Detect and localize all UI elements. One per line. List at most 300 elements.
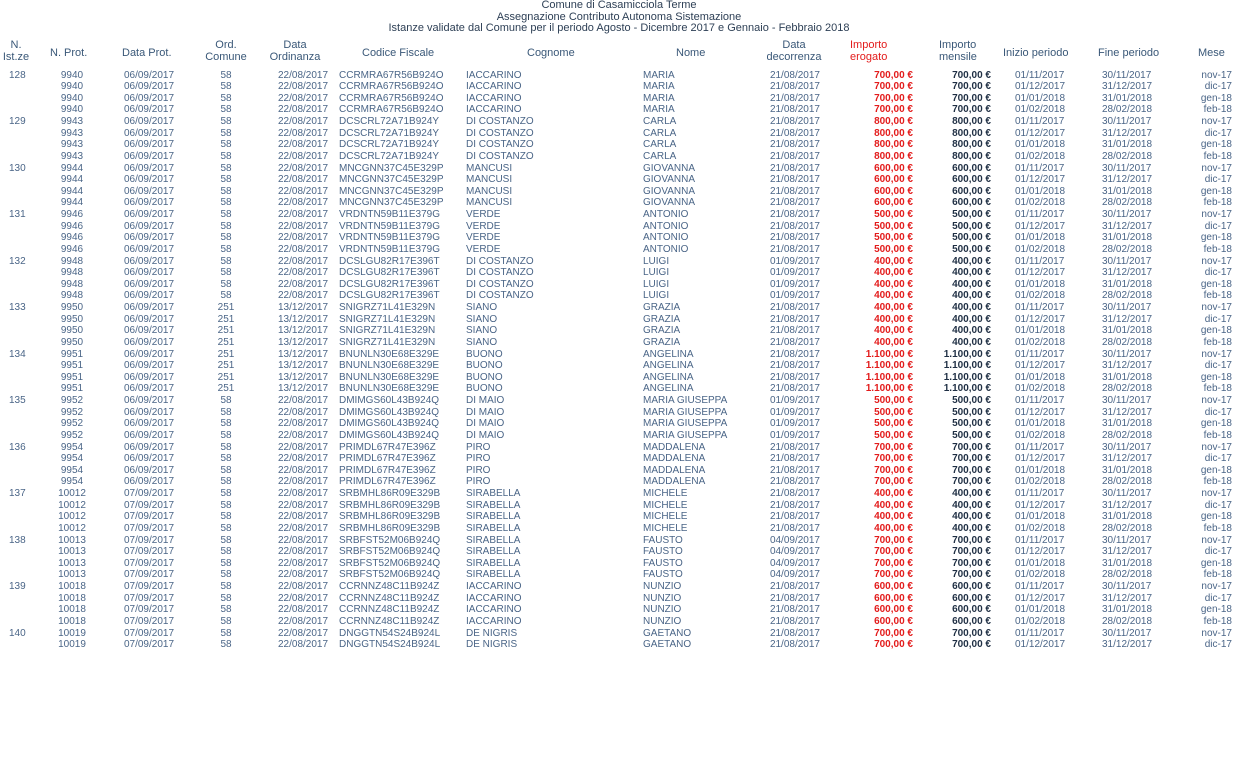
title-istanze: Istanze validate dal Comune per il periodo Agosto - Dicembre 2017 e Gennaio - Febbraio 2018 xyxy=(388,22,850,34)
cell-nome: ANTONIO xyxy=(643,243,689,255)
cell-inizio-periodo: 01/02/2018 xyxy=(1015,569,1066,581)
cell-cognome: DI COSTANZO xyxy=(466,150,534,162)
cell-importo-erogato: 400,00 € xyxy=(874,522,913,534)
cell-data-decorrenza: 21/08/2017 xyxy=(769,209,820,220)
header-data-decorrenza-line2: decorrenza xyxy=(766,51,822,63)
cell-ord-comune: 58 xyxy=(220,639,232,651)
cell-data-ordinanza: 22/08/2017 xyxy=(278,185,329,197)
cell-data-decorrenza: 21/08/2017 xyxy=(769,185,820,197)
cell-data-prot: 07/09/2017 xyxy=(123,557,175,569)
cell-nome: MARIA xyxy=(643,92,675,104)
cell-ord-comune: 58 xyxy=(220,499,232,511)
cell-data-prot: 07/09/2017 xyxy=(123,534,175,546)
cell-data-ordinanza: 22/08/2017 xyxy=(278,476,329,488)
cell-importo-erogato: 400,00 € xyxy=(874,255,913,267)
cell-fine-periodo: 30/11/2017 xyxy=(1102,162,1152,174)
cell-codice-fiscale: PRIMDL67R47E396Z xyxy=(339,464,436,476)
cell-data-decorrenza: 21/08/2017 xyxy=(769,92,820,104)
cell-codice-fiscale: SRBFST52M06B924Q xyxy=(339,557,441,569)
cell-codice-fiscale: SRBFST52M06B924Q xyxy=(339,569,441,581)
cell-fine-periodo: 30/11/2017 xyxy=(1102,69,1152,81)
table-row xyxy=(0,604,1238,616)
cell-codice-fiscale: CCRMRA67R56B924O xyxy=(339,104,444,116)
table-row xyxy=(0,628,1238,640)
cell-mese: feb-18 xyxy=(1203,476,1232,488)
header-n-istanze xyxy=(0,39,32,63)
cell-data-ordinanza: 22/08/2017 xyxy=(278,232,329,244)
cell-inizio-periodo: 01/11/2017 xyxy=(1015,162,1065,174)
cell-nome: GRAZIA xyxy=(643,313,681,325)
cell-cognome: VERDE xyxy=(466,209,501,220)
cell-fine-periodo: 31/12/2017 xyxy=(1102,546,1153,558)
cell-n-istanza: 132 xyxy=(9,255,26,267)
cell-nome: MICHELE xyxy=(643,511,688,523)
cell-data-decorrenza: 21/08/2017 xyxy=(769,360,820,372)
cell-importo-erogato: 400,00 € xyxy=(874,278,913,290)
cell-n-prot: 9943 xyxy=(60,116,84,127)
header-n-istanze-line2: Ist.ze xyxy=(2,51,30,63)
cell-inizio-periodo: 01/11/2017 xyxy=(1015,534,1065,546)
table-row xyxy=(0,151,1238,163)
cell-data-ordinanza: 22/08/2017 xyxy=(278,150,329,162)
cell-importo-erogato: 600,00 € xyxy=(874,185,913,197)
cell-importo-erogato: 400,00 € xyxy=(874,302,913,313)
cell-codice-fiscale: SNIGRZ71L41E329N xyxy=(339,325,436,337)
cell-nome: ANTONIO xyxy=(643,220,689,232)
cell-cognome: DI MAIO xyxy=(466,429,505,441)
cell-data-decorrenza: 21/08/2017 xyxy=(769,139,820,151)
cell-codice-fiscale: VRDNTN59B11E379G xyxy=(339,209,440,220)
cell-inizio-periodo: 01/02/2018 xyxy=(1015,383,1066,395)
cell-fine-periodo: 28/02/2018 xyxy=(1102,104,1153,116)
header-mese: Mese xyxy=(1198,47,1225,59)
cell-data-ordinanza: 13/12/2017 xyxy=(278,371,329,383)
cell-data-decorrenza: 21/08/2017 xyxy=(769,522,820,534)
table-row xyxy=(0,407,1238,419)
cell-n-istanza: 130 xyxy=(9,162,26,174)
cell-nome: GIOVANNA xyxy=(643,185,696,197)
cell-data-prot: 06/09/2017 xyxy=(123,395,175,406)
header-data-ordinanza-line2: Ordinanza xyxy=(269,51,321,63)
cell-importo-mensile: 400,00 € xyxy=(952,267,991,279)
cell-ord-comune: 251 xyxy=(217,313,235,325)
cell-mese: feb-18 xyxy=(1203,383,1232,395)
cell-ord-comune: 58 xyxy=(220,92,232,104)
table-row xyxy=(0,500,1238,512)
cell-n-prot: 9954 xyxy=(60,464,84,476)
cell-data-prot: 06/09/2017 xyxy=(123,267,175,279)
cell-cognome: VERDE xyxy=(466,220,501,232)
cell-n-prot: 10018 xyxy=(58,604,86,616)
cell-ord-comune: 58 xyxy=(220,406,232,418)
cell-codice-fiscale: MNCGNN37C45E329P xyxy=(339,197,444,209)
header-inizio-periodo: Inizio periodo xyxy=(1003,47,1069,59)
cell-nome: MICHELE xyxy=(643,522,688,534)
cell-importo-erogato: 600,00 € xyxy=(874,592,913,604)
cell-codice-fiscale: DCSLGU82R17E396T xyxy=(339,278,440,290)
cell-fine-periodo: 31/01/2018 xyxy=(1102,278,1153,290)
cell-inizio-periodo: 01/02/2018 xyxy=(1015,336,1066,348)
cell-importo-erogato: 600,00 € xyxy=(874,615,913,627)
cell-ord-comune: 58 xyxy=(220,569,232,581)
cell-mese: dic-17 xyxy=(1204,453,1232,465)
cell-n-prot: 10018 xyxy=(58,615,86,627)
cell-data-decorrenza: 01/09/2017 xyxy=(769,255,820,267)
cell-nome: MARIA xyxy=(643,104,675,116)
cell-cognome: IACCARINO xyxy=(466,69,522,81)
cell-codice-fiscale: PRIMDL67R47E396Z xyxy=(339,453,436,465)
cell-codice-fiscale: SRBMHL86R09E329B xyxy=(339,488,441,499)
cell-fine-periodo: 28/02/2018 xyxy=(1102,615,1153,627)
cell-data-prot: 07/09/2017 xyxy=(123,569,175,581)
cell-data-prot: 06/09/2017 xyxy=(123,209,175,220)
table-row xyxy=(0,418,1238,430)
cell-fine-periodo: 28/02/2018 xyxy=(1102,522,1153,534)
cell-data-ordinanza: 22/08/2017 xyxy=(278,174,329,186)
cell-data-ordinanza: 22/08/2017 xyxy=(278,267,329,279)
cell-importo-erogato: 600,00 € xyxy=(874,604,913,616)
table-row xyxy=(0,360,1238,372)
cell-codice-fiscale: MNCGNN37C45E329P xyxy=(339,185,444,197)
cell-mese: nov-17 xyxy=(1201,116,1232,127)
cell-data-ordinanza: 13/12/2017 xyxy=(278,348,329,360)
cell-inizio-periodo: 01/11/2017 xyxy=(1015,627,1065,639)
cell-data-decorrenza: 21/08/2017 xyxy=(769,383,820,395)
cell-mese: gen-18 xyxy=(1200,464,1232,476)
cell-n-prot: 9952 xyxy=(60,418,84,430)
cell-mese: feb-18 xyxy=(1203,104,1232,116)
table-row xyxy=(0,256,1238,268)
title-comune: Comune di Casamicciola Terme xyxy=(541,0,697,11)
cell-ord-comune: 58 xyxy=(220,464,232,476)
cell-nome: LUIGI xyxy=(643,255,670,267)
cell-data-ordinanza: 22/08/2017 xyxy=(278,604,329,616)
cell-importo-mensile: 700,00 € xyxy=(952,569,991,581)
cell-importo-erogato: 1.100,00 € xyxy=(865,360,913,372)
cell-data-decorrenza: 21/08/2017 xyxy=(769,104,820,116)
cell-ord-comune: 58 xyxy=(220,209,232,220)
cell-data-ordinanza: 13/12/2017 xyxy=(278,336,329,348)
cell-inizio-periodo: 01/01/2018 xyxy=(1015,511,1066,523)
cell-codice-fiscale: VRDNTN59B11E379G xyxy=(339,243,440,255)
cell-ord-comune: 58 xyxy=(220,185,232,197)
cell-inizio-periodo: 01/02/2018 xyxy=(1015,104,1066,116)
cell-nome: GIOVANNA xyxy=(643,162,696,174)
cell-n-istanza: 129 xyxy=(9,116,26,127)
cell-cognome: BUONO xyxy=(466,360,503,372)
cell-ord-comune: 58 xyxy=(220,522,232,534)
table-row xyxy=(0,349,1238,361)
cell-n-prot: 9948 xyxy=(60,290,84,302)
cell-data-ordinanza: 22/08/2017 xyxy=(278,546,329,558)
cell-codice-fiscale: SRBMHL86R09E329B xyxy=(339,522,441,534)
cell-codice-fiscale: DCSLGU82R17E396T xyxy=(339,290,440,302)
cell-data-decorrenza: 21/08/2017 xyxy=(769,162,820,174)
cell-ord-comune: 58 xyxy=(220,197,232,209)
cell-nome: GRAZIA xyxy=(643,336,681,348)
cell-data-decorrenza: 21/08/2017 xyxy=(769,371,820,383)
cell-mese: dic-17 xyxy=(1204,174,1232,186)
cell-importo-mensile: 700,00 € xyxy=(952,627,991,639)
cell-n-prot: 9948 xyxy=(60,255,84,267)
cell-fine-periodo: 31/12/2017 xyxy=(1102,453,1153,465)
cell-n-prot: 9950 xyxy=(60,336,84,348)
cell-importo-mensile: 600,00 € xyxy=(952,592,991,604)
table-row xyxy=(0,116,1238,128)
cell-data-decorrenza: 21/08/2017 xyxy=(769,453,820,465)
cell-codice-fiscale: BNUNLN30E68E329E xyxy=(339,360,440,372)
cell-ord-comune: 251 xyxy=(217,302,235,313)
cell-codice-fiscale: SRBMHL86R09E329B xyxy=(339,511,441,523)
cell-importo-erogato: 400,00 € xyxy=(874,499,913,511)
cell-cognome: DI COSTANZO xyxy=(466,267,534,279)
cell-codice-fiscale: SNIGRZ71L41E329N xyxy=(339,313,436,325)
cell-fine-periodo: 30/11/2017 xyxy=(1102,488,1152,499)
cell-cognome: DI COSTANZO xyxy=(466,278,534,290)
cell-ord-comune: 58 xyxy=(220,162,232,174)
header-data-decorrenza xyxy=(760,39,828,63)
cell-data-prot: 06/09/2017 xyxy=(123,371,175,383)
cell-ord-comune: 58 xyxy=(220,104,232,116)
cell-nome: MADDALENA xyxy=(643,476,706,488)
cell-data-decorrenza: 01/09/2017 xyxy=(769,290,820,302)
cell-data-ordinanza: 22/08/2017 xyxy=(278,104,329,116)
cell-importo-mensile: 800,00 € xyxy=(952,150,991,162)
cell-data-ordinanza: 22/08/2017 xyxy=(278,557,329,569)
cell-data-ordinanza: 22/08/2017 xyxy=(278,441,329,453)
cell-cognome: SIRABELLA xyxy=(466,569,521,581)
cell-nome: GIOVANNA xyxy=(643,197,696,209)
cell-importo-erogato: 400,00 € xyxy=(874,290,913,302)
cell-nome: MADDALENA xyxy=(643,441,706,453)
cell-n-istanza: 128 xyxy=(9,69,26,81)
cell-importo-erogato: 700,00 € xyxy=(874,104,913,116)
header-data-ordinanza-line1: Data xyxy=(283,39,307,51)
cell-importo-mensile: 600,00 € xyxy=(952,162,991,174)
cell-fine-periodo: 28/02/2018 xyxy=(1102,243,1153,255)
cell-cognome: IACCARINO xyxy=(466,604,522,616)
cell-importo-mensile: 700,00 € xyxy=(952,546,991,558)
cell-codice-fiscale: DMIMGS60L43B924Q xyxy=(339,429,440,441)
cell-importo-mensile: 700,00 € xyxy=(952,557,991,569)
header-importo-mensile xyxy=(939,39,977,63)
cell-nome: MARIA GIUSEPPA xyxy=(643,406,728,418)
cell-fine-periodo: 30/11/2017 xyxy=(1102,441,1152,453)
cell-importo-erogato: 600,00 € xyxy=(874,197,913,209)
cell-cognome: SIANO xyxy=(466,325,498,337)
cell-cognome: SIRABELLA xyxy=(466,546,521,558)
cell-data-ordinanza: 22/08/2017 xyxy=(278,453,329,465)
cell-inizio-periodo: 01/11/2017 xyxy=(1015,441,1065,453)
table-row xyxy=(0,81,1238,93)
cell-data-decorrenza: 21/08/2017 xyxy=(769,336,820,348)
cell-mese: nov-17 xyxy=(1201,209,1232,220)
cell-data-ordinanza: 13/12/2017 xyxy=(278,325,329,337)
cell-data-prot: 06/09/2017 xyxy=(123,243,175,255)
cell-n-istanza: 139 xyxy=(9,581,26,592)
cell-nome: NUNZIO xyxy=(643,581,682,592)
cell-importo-mensile: 700,00 € xyxy=(952,441,991,453)
cell-importo-erogato: 700,00 € xyxy=(874,627,913,639)
cell-codice-fiscale: CCRNNZ48C11B924Z xyxy=(339,581,440,592)
cell-data-prot: 06/09/2017 xyxy=(123,302,175,313)
header-fine-periodo: Fine periodo xyxy=(1098,47,1160,59)
cell-data-ordinanza: 22/08/2017 xyxy=(278,162,329,174)
table-row xyxy=(0,558,1238,570)
cell-data-prot: 06/09/2017 xyxy=(123,255,175,267)
cell-data-ordinanza: 22/08/2017 xyxy=(278,92,329,104)
cell-data-prot: 06/09/2017 xyxy=(123,116,175,127)
cell-data-decorrenza: 21/08/2017 xyxy=(769,174,820,186)
cell-fine-periodo: 30/11/2017 xyxy=(1102,116,1152,127)
cell-fine-periodo: 30/11/2017 xyxy=(1102,395,1152,406)
cell-codice-fiscale: CCRNNZ48C11B924Z xyxy=(339,592,440,604)
cell-inizio-periodo: 01/11/2017 xyxy=(1015,255,1065,267)
cell-fine-periodo: 31/01/2018 xyxy=(1102,511,1153,523)
cell-mese: dic-17 xyxy=(1204,81,1232,93)
cell-n-prot: 9951 xyxy=(60,360,84,372)
cell-cognome: BUONO xyxy=(466,383,503,395)
cell-data-decorrenza: 01/09/2017 xyxy=(769,429,820,441)
cell-fine-periodo: 31/01/2018 xyxy=(1102,604,1153,616)
cell-importo-mensile: 500,00 € xyxy=(952,232,991,244)
cell-importo-mensile: 500,00 € xyxy=(952,429,991,441)
cell-inizio-periodo: 01/11/2017 xyxy=(1015,488,1065,499)
cell-data-decorrenza: 21/08/2017 xyxy=(769,127,820,139)
cell-n-prot: 9946 xyxy=(60,209,84,220)
cell-n-prot: 9943 xyxy=(60,127,84,139)
cell-importo-erogato: 800,00 € xyxy=(874,127,913,139)
cell-mese: nov-17 xyxy=(1201,302,1232,313)
cell-n-prot: 9952 xyxy=(60,395,84,406)
cell-data-ordinanza: 22/08/2017 xyxy=(278,569,329,581)
cell-ord-comune: 251 xyxy=(217,383,235,395)
cell-inizio-periodo: 01/11/2017 xyxy=(1015,395,1065,406)
cell-data-prot: 07/09/2017 xyxy=(123,522,175,534)
cell-data-ordinanza: 22/08/2017 xyxy=(278,418,329,430)
cell-codice-fiscale: MNCGNN37C45E329P xyxy=(339,162,444,174)
cell-data-prot: 06/09/2017 xyxy=(123,336,175,348)
cell-nome: MADDALENA xyxy=(643,453,706,465)
cell-importo-erogato: 400,00 € xyxy=(874,336,913,348)
cell-fine-periodo: 28/02/2018 xyxy=(1102,197,1153,209)
cell-n-prot: 9944 xyxy=(60,197,84,209)
cell-n-prot: 9951 xyxy=(60,348,84,360)
cell-importo-erogato: 500,00 € xyxy=(874,418,913,430)
cell-data-decorrenza: 04/09/2017 xyxy=(769,546,820,558)
cell-inizio-periodo: 01/11/2017 xyxy=(1015,116,1065,127)
cell-data-ordinanza: 22/08/2017 xyxy=(278,615,329,627)
cell-mese: gen-18 xyxy=(1200,92,1232,104)
cell-n-prot: 9951 xyxy=(60,383,84,395)
cell-codice-fiscale: CCRNNZ48C11B924Z xyxy=(339,615,440,627)
cell-cognome: MANCUSI xyxy=(466,162,513,174)
cell-importo-erogato: 400,00 € xyxy=(874,325,913,337)
cell-data-prot: 07/09/2017 xyxy=(123,592,175,604)
cell-ord-comune: 58 xyxy=(220,232,232,244)
cell-codice-fiscale: DCSLGU82R17E396T xyxy=(339,255,440,267)
cell-nome: MICHELE xyxy=(643,499,688,511)
table-row xyxy=(0,128,1238,140)
table-row xyxy=(0,593,1238,605)
cell-data-ordinanza: 22/08/2017 xyxy=(278,511,329,523)
cell-inizio-periodo: 01/12/2017 xyxy=(1015,220,1066,232)
cell-data-prot: 06/09/2017 xyxy=(123,325,175,337)
cell-nome: LUIGI xyxy=(643,278,670,290)
cell-data-prot: 06/09/2017 xyxy=(123,197,175,209)
cell-data-prot: 06/09/2017 xyxy=(123,69,175,81)
cell-inizio-periodo: 01/01/2018 xyxy=(1015,185,1066,197)
header-codice-fiscale: Codice Fiscale xyxy=(362,47,435,59)
table-row xyxy=(0,70,1238,82)
cell-codice-fiscale: DCSLGU82R17E396T xyxy=(339,267,440,279)
header-data-decorrenza-line1: Data xyxy=(782,39,806,51)
cell-codice-fiscale: BNUNLN30E68E329E xyxy=(339,383,440,395)
cell-ord-comune: 251 xyxy=(217,325,235,337)
cell-importo-erogato: 500,00 € xyxy=(874,232,913,244)
cell-data-decorrenza: 21/08/2017 xyxy=(769,592,820,604)
table-row xyxy=(0,430,1238,442)
cell-importo-mensile: 700,00 € xyxy=(952,476,991,488)
cell-cognome: MANCUSI xyxy=(466,197,513,209)
cell-inizio-periodo: 01/01/2018 xyxy=(1015,325,1066,337)
cell-inizio-periodo: 01/12/2017 xyxy=(1015,499,1066,511)
table-row xyxy=(0,197,1238,209)
header-nome: Nome xyxy=(676,47,706,59)
cell-mese: nov-17 xyxy=(1201,255,1232,267)
cell-importo-erogato: 400,00 € xyxy=(874,511,913,523)
title-assegnazione: Assegnazione Contributo Autonoma Sistemazione xyxy=(496,10,742,23)
cell-ord-comune: 58 xyxy=(220,69,232,81)
cell-cognome: SIRABELLA xyxy=(466,488,521,499)
cell-n-prot: 10018 xyxy=(58,581,86,592)
cell-nome: FAUSTO xyxy=(643,534,683,546)
cell-ord-comune: 58 xyxy=(220,441,232,453)
cell-importo-mensile: 800,00 € xyxy=(952,116,991,127)
cell-codice-fiscale: DNGGTN54S24B924L xyxy=(339,639,441,651)
table-body xyxy=(0,70,1238,651)
cell-data-prot: 06/09/2017 xyxy=(123,464,175,476)
cell-importo-mensile: 500,00 € xyxy=(952,406,991,418)
cell-mese: gen-18 xyxy=(1200,139,1232,151)
cell-n-prot: 9950 xyxy=(60,325,84,337)
cell-nome: GRAZIA xyxy=(643,302,681,313)
cell-codice-fiscale: SRBFST52M06B924Q xyxy=(339,534,441,546)
cell-cognome: DI COSTANZO xyxy=(466,255,534,267)
cell-data-prot: 06/09/2017 xyxy=(123,127,175,139)
cell-codice-fiscale: BNUNLN30E68E329E xyxy=(339,348,440,360)
cell-importo-erogato: 700,00 € xyxy=(874,69,913,81)
cell-data-ordinanza: 22/08/2017 xyxy=(278,406,329,418)
cell-importo-erogato: 400,00 € xyxy=(874,488,913,499)
cell-cognome: DI COSTANZO xyxy=(466,139,534,151)
cell-importo-erogato: 400,00 € xyxy=(874,313,913,325)
cell-mese: nov-17 xyxy=(1201,441,1232,453)
cell-nome: LUIGI xyxy=(643,267,670,279)
cell-importo-mensile: 700,00 € xyxy=(952,534,991,546)
cell-fine-periodo: 31/12/2017 xyxy=(1102,267,1153,279)
cell-nome: ANTONIO xyxy=(643,232,689,244)
cell-cognome: SIANO xyxy=(466,313,498,325)
cell-importo-erogato: 1.100,00 € xyxy=(865,348,913,360)
cell-data-ordinanza: 22/08/2017 xyxy=(278,69,329,81)
cell-data-prot: 06/09/2017 xyxy=(123,104,175,116)
cell-fine-periodo: 28/02/2018 xyxy=(1102,336,1153,348)
cell-mese: gen-18 xyxy=(1200,604,1232,616)
table-row xyxy=(0,476,1238,488)
cell-nome: GRAZIA xyxy=(643,325,681,337)
cell-importo-erogato: 700,00 € xyxy=(874,639,913,651)
